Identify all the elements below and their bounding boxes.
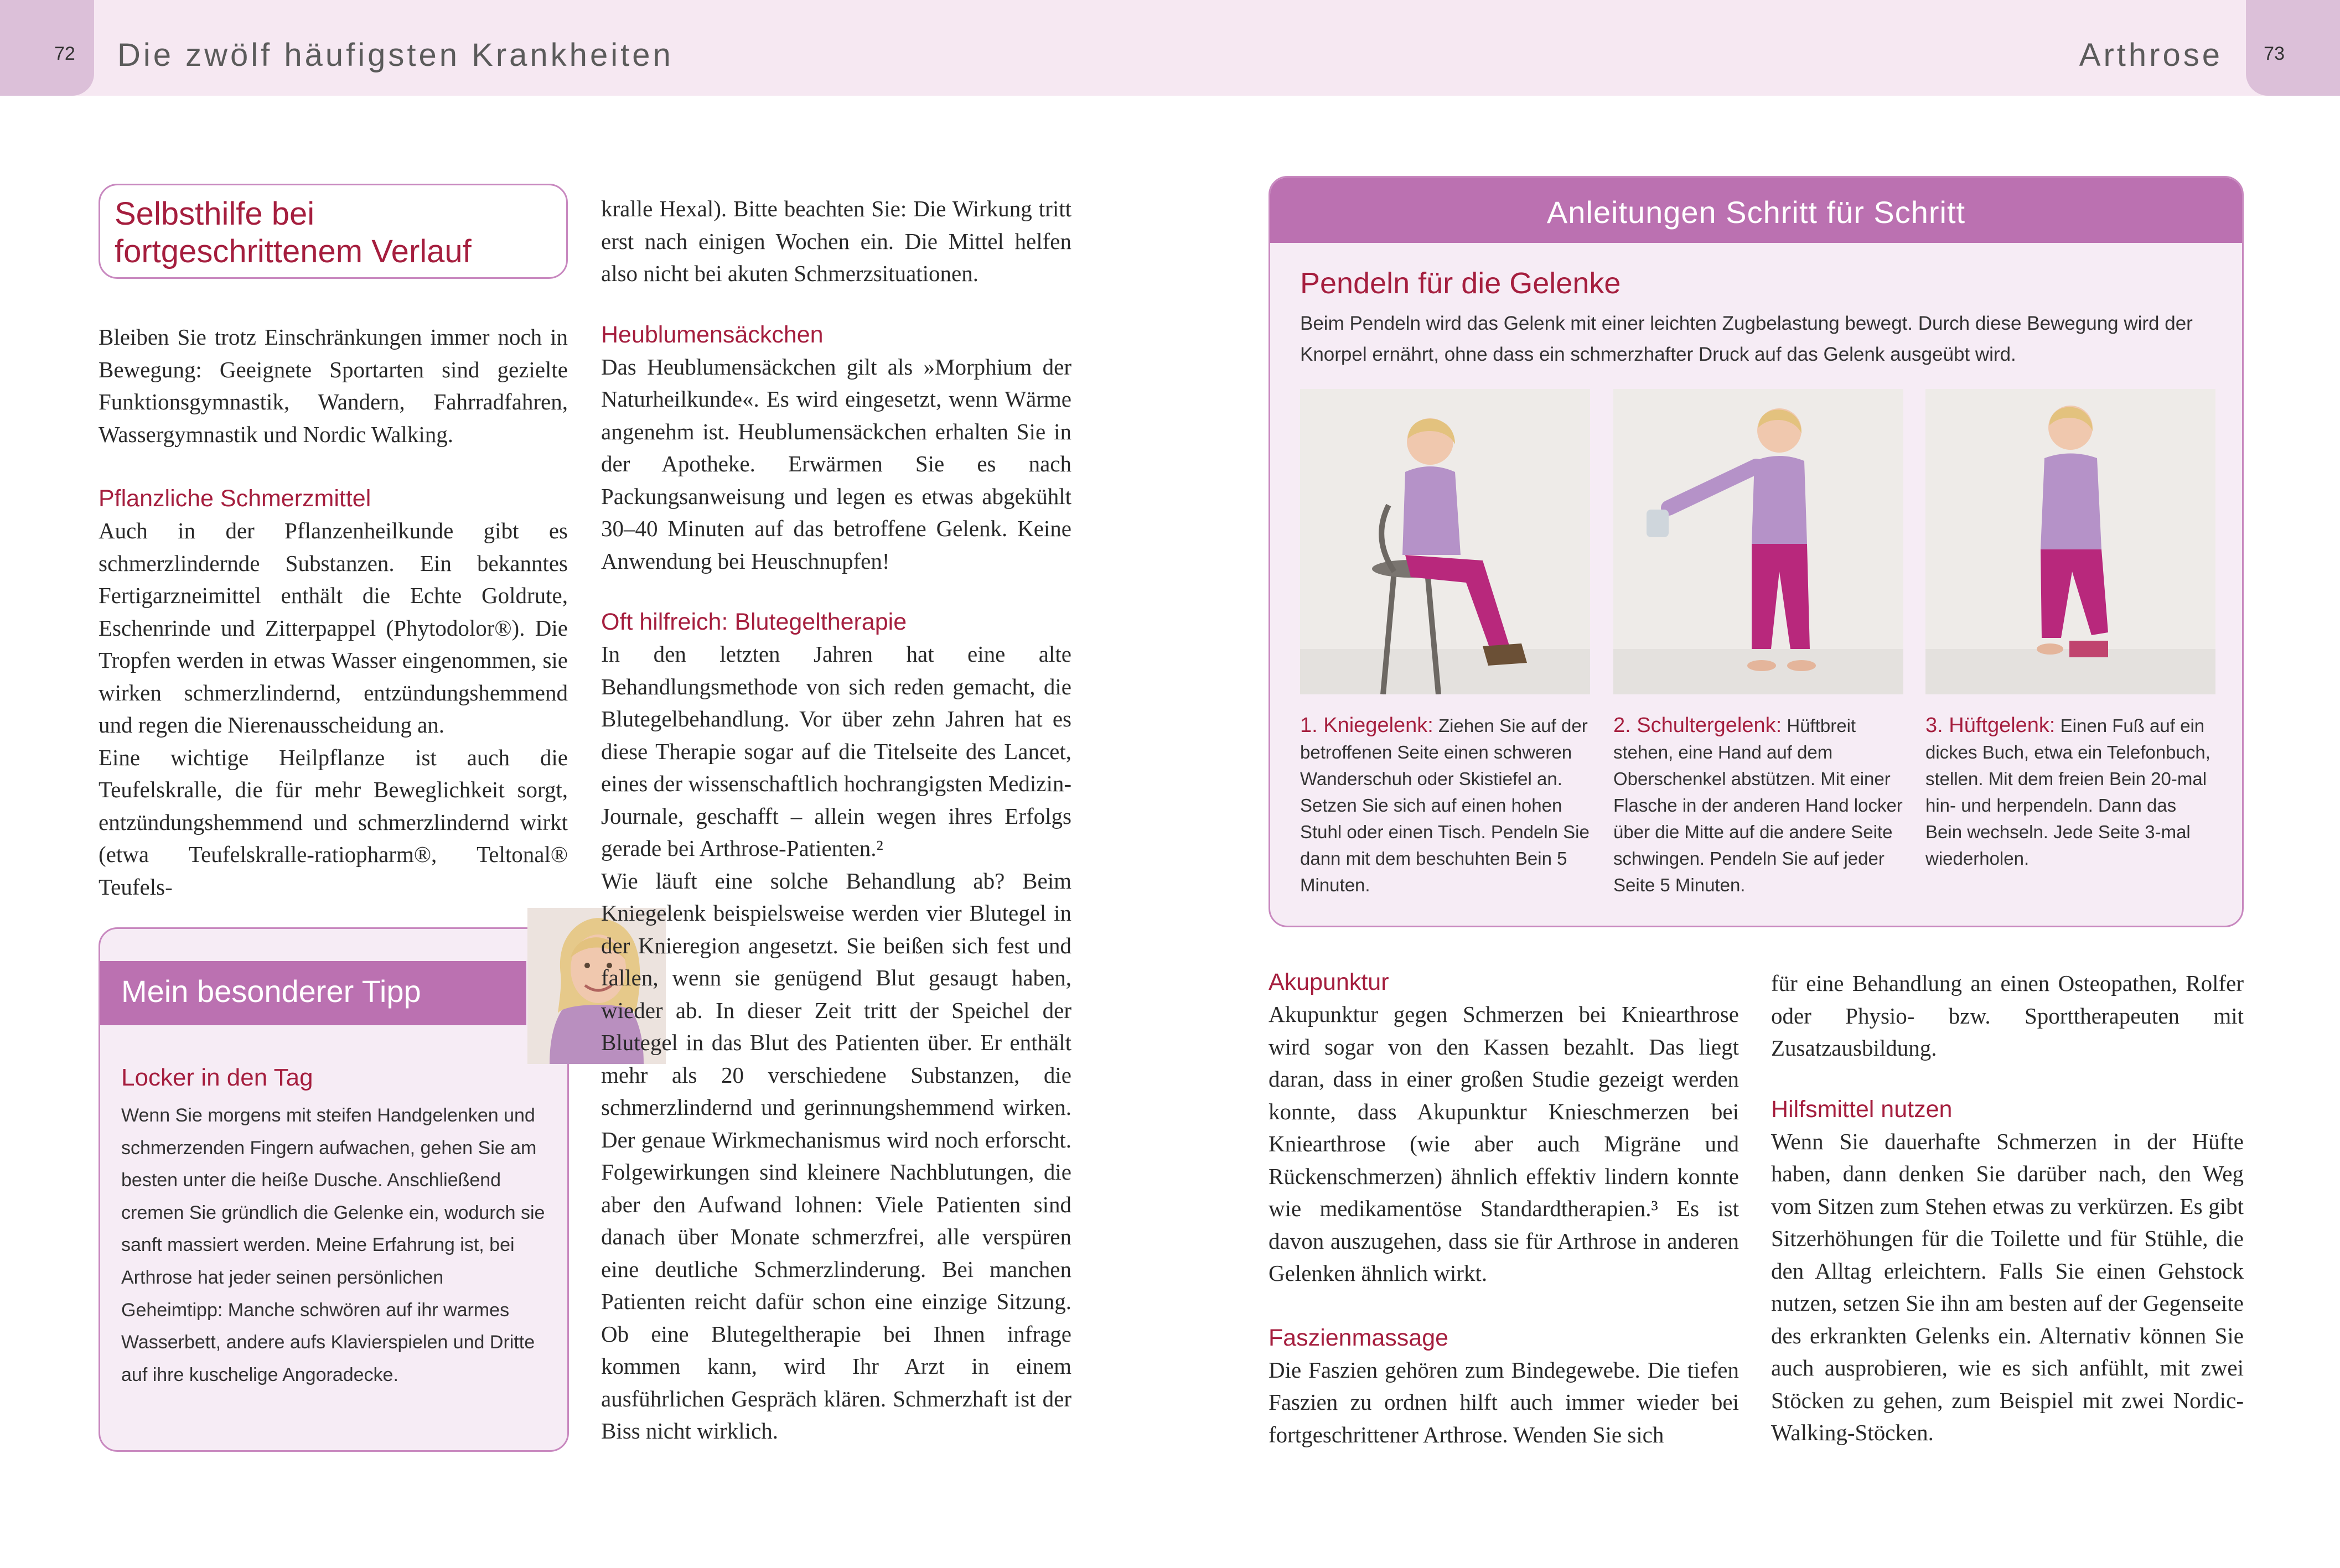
step-3-caption [1925, 712, 2215, 872]
column-1 [99, 321, 568, 903]
step-1-text: Ziehen Sie auf der betroffenen Seite einen schweren Wanderschuh oder Skistiefel an. Setzen Sie sich auf einen hohen Stuhl oder einen Tisch. Pendeln Sie dann mit dem beschuhten Bein 5 Minuten. [1300, 715, 1590, 895]
panel-intro: Beim Pendeln wird das Gelenk mit einer leichten Zugbelastung bewegt. Durch diese Bewegung wird der Knorpel ernährt, ohne dass ein schmerzhafter Druck auf das Gelenk ausgeübt wird. [1300, 313, 2193, 365]
right-page-tab [2246, 0, 2340, 96]
column-3 [1269, 966, 1739, 1451]
blutegel-heading: Oft hilfreich: Blutegeltherapie [601, 609, 907, 635]
pflanzliche-paragraph-2: Eine wichtige Heilpflanze ist auch die Teufelskralle, die für mehr Beweglichkeit sorgt, entzündungshemmend und schmerzlindernd wirkt (etwa Teufelskralle-ratiopharm®, Teltonal® Teufels- [99, 744, 568, 900]
chapter-title: Die zwölf häufigsten Krankheiten [117, 37, 674, 73]
photo-schultergelenk [1613, 389, 1903, 694]
hueftgelenk-illustration [1925, 389, 2215, 694]
left-page-tab [0, 0, 94, 96]
step-2-caption [1613, 712, 1903, 899]
section-title: Arthrose [2079, 37, 2223, 73]
step-3-text: Einen Fuß auf ein dickes Buch, etwa ein Telefonbuch, stellen. Mit dem freien Bein 20-mal hin- und herpendeln. Dann das Bein wechseln. Jede Seite 3-mal wiederholen. [1925, 715, 2210, 869]
photo-kniegelenk [1300, 389, 1590, 694]
hilfsmittel-paragraph: Wenn Sie dauerhafte Schmerzen in der Hüfte haben, dann denken Sie darüber nach, den Weg vom Sitzen zum Stehen etwas zu verkürzen. Es gibt Sitzerhöhungen für die Toilette und für Stühle, die den Alltag erleichtern. Falls Sie einen Gehstock nutzen, setzen Sie ihn am besten auf der Gegenseite des erkrankten Gelenks ein. Alternativ können Sie auch ausprobieren, wie es sich anfühlt, mit zwei Stöcken zu gehen, zum Beispiel mit zwei Nordic-Walking-Stöcken. [1771, 1128, 2244, 1445]
photo-hueftgelenk [1925, 389, 2215, 694]
kniegelenk-illustration [1300, 389, 1590, 694]
selbsthilfe-heading-line1: Selbsthilfe bei [115, 196, 315, 232]
faszien-paragraph: Die Faszien gehören zum Bindegewebe. Die tiefen Faszien zu ordnen hilft auch immer wieder bei fortgeschrittener Arthrose. Wenden Sie sich [1269, 1357, 1739, 1447]
selbsthilfe-heading-box [99, 184, 568, 279]
tip-title-band [100, 961, 526, 1025]
akupunktur-paragraph: Akupunktur gegen Schmerzen bei Kniearthrose wird sogar von den Kassen bezahlt. Das liegt daran, dass in einer großen Studie gezeigt werden konnte, dass Akupunktur Knieschmerzen bei Kniearthrose (wie aber auch Migräne und Rückenschmerzen) ähnlich effektiv lindern konnte wie medikamentöse Standardtherapien.³ Es ist davon auszugehen, dass sie für Arthrose in anderen Gelenken ähnlich wirkt. [1269, 1001, 1739, 1286]
step-1-label: 1. Kniegelenk: [1300, 714, 1433, 737]
column-4 [1771, 967, 2244, 1449]
heublumen-heading: Heublumensäckchen [601, 321, 824, 348]
hilfsmittel-heading: Hilfsmittel nutzen [1771, 1095, 1953, 1123]
panel-header [1270, 178, 2242, 243]
col2-continuation: kralle Hexal). Bitte beachten Sie: Die Wirkung tritt erst nach einigen Wochen ein. Die Mittel helfen also nicht bei akuten Schmerzsituationen. [601, 196, 1071, 286]
selbsthilfe-heading-line2: fortgeschrittenem Verlauf [115, 233, 472, 269]
panel-header-title: Anleitungen Schritt für Schritt [1546, 195, 1966, 230]
step-1-caption [1300, 712, 1590, 899]
tip-subtitle: Locker in den Tag [121, 1064, 313, 1091]
col4-continuation: für eine Behandlung an einen Osteopathen, Rolfer oder Physio- bzw. Sporttherapeuten mit Zusatzausbildung. [1771, 970, 2244, 1061]
faszien-heading: Faszienmassage [1269, 1324, 1449, 1351]
right-page-number: 73 [2264, 43, 2285, 64]
blutegel-paragraph-1: In den letzten Jahren hat eine alte Behandlungsmethode von sich reden gemacht, die Blutegelbehandlung. Vor über zehn Jahren hat es diese Therapie sogar auf die Titelseite des Lancet, eines der wissenschaftlich hochrangigsten Medizin-Journale, geschafft – allein wegen ihres Erfolgs gerade bei Arthrose-Patienten.² [601, 641, 1071, 861]
pflanzliche-paragraph-1: Auch in der Pflanzenheilkunde gibt es schmerzlindernde Substanzen. Ein bekanntes Fertigarzneimittel enthält die Echte Goldrute, Eschenrinde und Zitterpappel (Phytodolor®). Die Tropfen werden in etwas Wasser eingenommen, sie wirken schmerzlindernd, entzündungshemmend und regen die Nierenausscheidung an. [99, 518, 568, 738]
instructions-panel [1269, 176, 2244, 927]
tip-box [99, 927, 569, 1452]
step-3-label: 3. Hüftgelenk: [1925, 714, 2056, 737]
intro-paragraph: Bleiben Sie trotz Einschränkungen immer noch in Bewegung: Geeignete Sportarten sind gezielte Funktionsgymnastik, Wandern, Fahrradfahren, Wassergymnastik und Nordic Walking. [99, 324, 568, 447]
tip-text: Wenn Sie morgens mit steifen Handgelenken und schmerzenden Fingern aufwachen, gehen Sie am besten unter die heiße Dusche. Anschließend cremen Sie gründlich die Gelenke ein, wodurch sie sanft massiert werden. Meine Erfahrung ist, bei Arthrose hat jeder seinen persönlichen Geheimtipp: Manche schwören auf ihr warmes Wasserbett, andere aufs Klavierspielen und Dritte auf ihre kuschelige Angoradecke. [121, 1105, 545, 1385]
panel-subtitle: Pendeln für die Gelenke [1300, 267, 1621, 300]
schultergelenk-illustration [1613, 389, 1903, 694]
left-page-number: 72 [54, 43, 75, 64]
tip-title: Mein besonderer Tipp [121, 974, 421, 1009]
heublumen-paragraph: Das Heublumensäckchen gilt als »Morphium der Naturheilkunde«. Es wird eingesetzt, wenn Wärme angenehm ist. Heublumensäckchen erhalten Sie in der Apotheke. Erwärmen Sie es nach Packungsanweisung und legen es etwas abgekühlt 30–40 Minuten auf das betroffene Gelenk. Keine Anwendung bei Heuschnupfen! [601, 354, 1071, 574]
pflanzliche-heading: Pflanzliche Schmerzmittel [99, 485, 371, 512]
blutegel-paragraph-2: Wie läuft eine solche Behandlung ab? Beim Kniegelenk beispielsweise werden vier Blutegel in der Knieregion angesetzt. Sie beißen sich fest und fallen, wenn sie genügend Blut gesaugt haben, wieder ab. In dieser Zeit tritt der Speichel der Blutegel in das Blut des Patienten über. Er enthält mehr als 20 verschiedene Substanzen, die schmerzlindernd und gerinnungshemmend wirken. Der genaue Wirkmechanismus wird noch erforscht. Folgewirkungen sind kleinere Nachblutungen, die aber den Aufwand lohnen: Viele Patienten sind danach über Monate schmerzfrei, alle verspüren eine deutliche Schmerzlinderung. Bei manchen Patienten reicht dafür schon eine einzige Sitzung. Ob eine Blutegeltherapie bei Ihnen infrage kommen kann, wird Ihr Arzt in einem ausführlichen Gespräch klären. Schmerzhaft ist der Biss nicht wirklich. [601, 868, 1071, 1444]
akupunktur-heading: Akupunktur [1269, 969, 1389, 995]
column-2 [601, 193, 1071, 1447]
step-2-text: Hüftbreit stehen, eine Hand auf dem Oberschenkel abstützen. Mit einer Flasche in der anderen Hand locker über die Mitte auf die andere Seite schwingen. Pendeln Sie auf jeder Seite 5 Minuten. [1613, 715, 1903, 895]
page-header [0, 0, 2340, 96]
step-2-label: 2. Schultergelenk: [1613, 714, 1782, 737]
